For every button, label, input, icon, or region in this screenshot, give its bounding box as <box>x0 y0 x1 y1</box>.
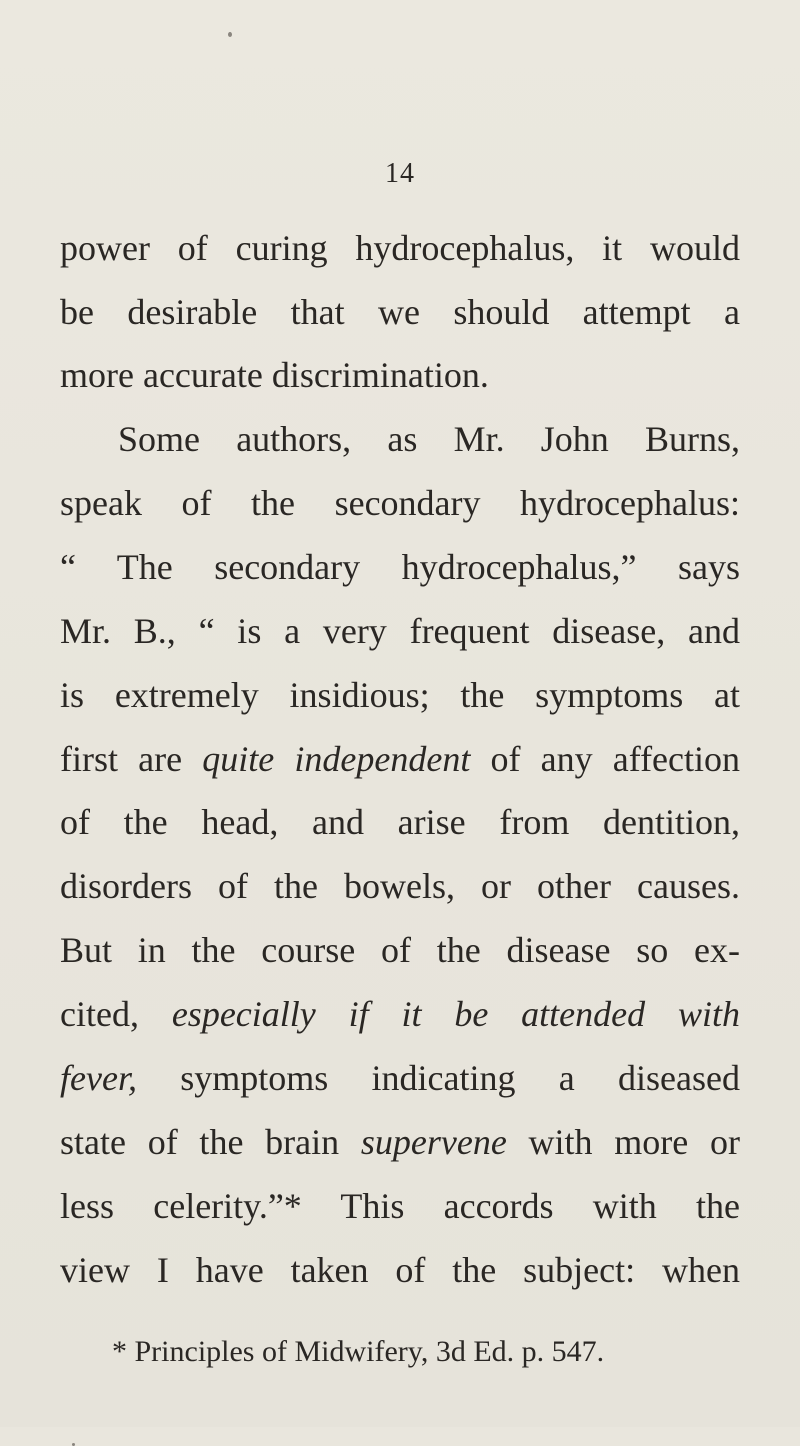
italic-text: supervene <box>360 1122 507 1162</box>
text-line: of the head, and arise from dentition, <box>60 802 740 842</box>
text-line: fever, symptoms indicating a diseased <box>60 1058 740 1098</box>
text-line: more accurate discrimination. <box>60 355 489 395</box>
page-number: 14 <box>385 158 415 189</box>
text-line: state of the brain supervene with more or <box>60 1122 740 1162</box>
footnote: * Principles of Midwifery, 3d Ed. p. 547. <box>112 1335 605 1368</box>
paper-speck <box>228 32 232 37</box>
text-line: “ The secondary hydrocephalus,” says <box>60 547 740 587</box>
text-line: power of curing hydrocephalus, it would <box>60 228 740 268</box>
text-line: first are quite independent of any affection <box>60 739 741 779</box>
text-line: But in the course of the disease so ex- <box>60 930 740 970</box>
text-line: disorders of the bowels, or other causes. <box>60 866 740 906</box>
text-line: view I have taken of the subject: when <box>60 1250 740 1290</box>
italic-text: fever, <box>60 1058 137 1098</box>
paragraph-first-line: Some authors, as Mr. John Burns, <box>118 419 740 459</box>
italic-text: quite independent <box>202 739 471 779</box>
text-line: is extremely insidious; the symptoms at <box>60 675 740 715</box>
text-line: be desirable that we should attempt a <box>60 292 740 332</box>
text-line: speak of the secondary hydrocephalus: <box>60 483 740 523</box>
text-line: Mr. B., “ is a very frequent disease, and <box>60 611 740 651</box>
text-line: less celerity.”* This accords with the <box>60 1186 740 1226</box>
italic-text: especially if it be attended with <box>171 994 740 1034</box>
text-line: cited, especially if it be attended with <box>60 994 740 1034</box>
